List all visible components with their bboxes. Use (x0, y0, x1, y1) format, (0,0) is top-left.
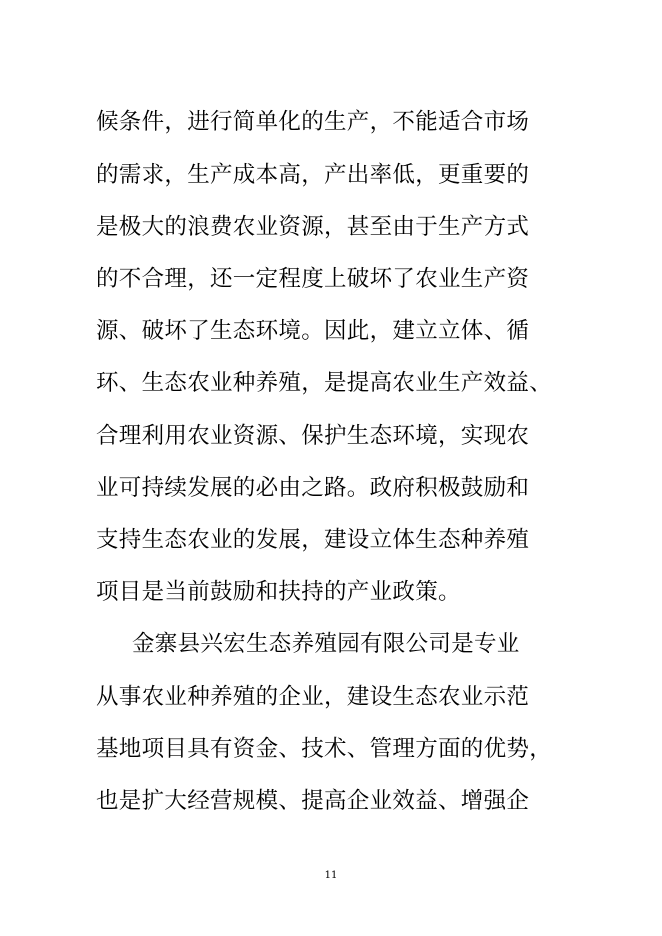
page-number: 11 (324, 870, 338, 881)
body-text-line: 基地项目具有资金、技术、管理方面的优势， (96, 736, 553, 762)
body-text-line: 环、生态农业种养殖，是提高农业生产效益、 (96, 370, 553, 396)
body-text-line: 合理利用农业资源、保护生态环境，实现农 (96, 423, 530, 449)
body-text-line: 是极大的浪费农业资源，甚至由于生产方式 (96, 214, 530, 240)
body-text-line: 候条件，进行简单化的生产，不能适合市场 (96, 109, 530, 135)
body-text-line: 从事农业种养殖的企业，建设生态农业示范 (96, 684, 530, 710)
body-text-line: 也是扩大经营规模、提高企业效益、增强企 (96, 788, 530, 814)
body-text-line: 源、破坏了生态环境。因此，建立立体、循 (96, 318, 530, 344)
body-text-line: 业可持续发展的必由之路。政府积极鼓励和 (96, 475, 530, 501)
body-text-line: 的不合理，还一定程度上破坏了农业生产资 (96, 266, 530, 292)
body-text-line: 支持生态农业的发展，建设立体生态种养殖 (96, 527, 530, 553)
paragraph-first-line: 金寨县兴宏生态养殖园有限公司是专业 (132, 631, 520, 657)
body-text-line: 项目是当前鼓励和扶持的产业政策。 (96, 579, 461, 605)
body-text-line: 的需求，生产成本高，产出率低，更重要的 (96, 162, 530, 188)
